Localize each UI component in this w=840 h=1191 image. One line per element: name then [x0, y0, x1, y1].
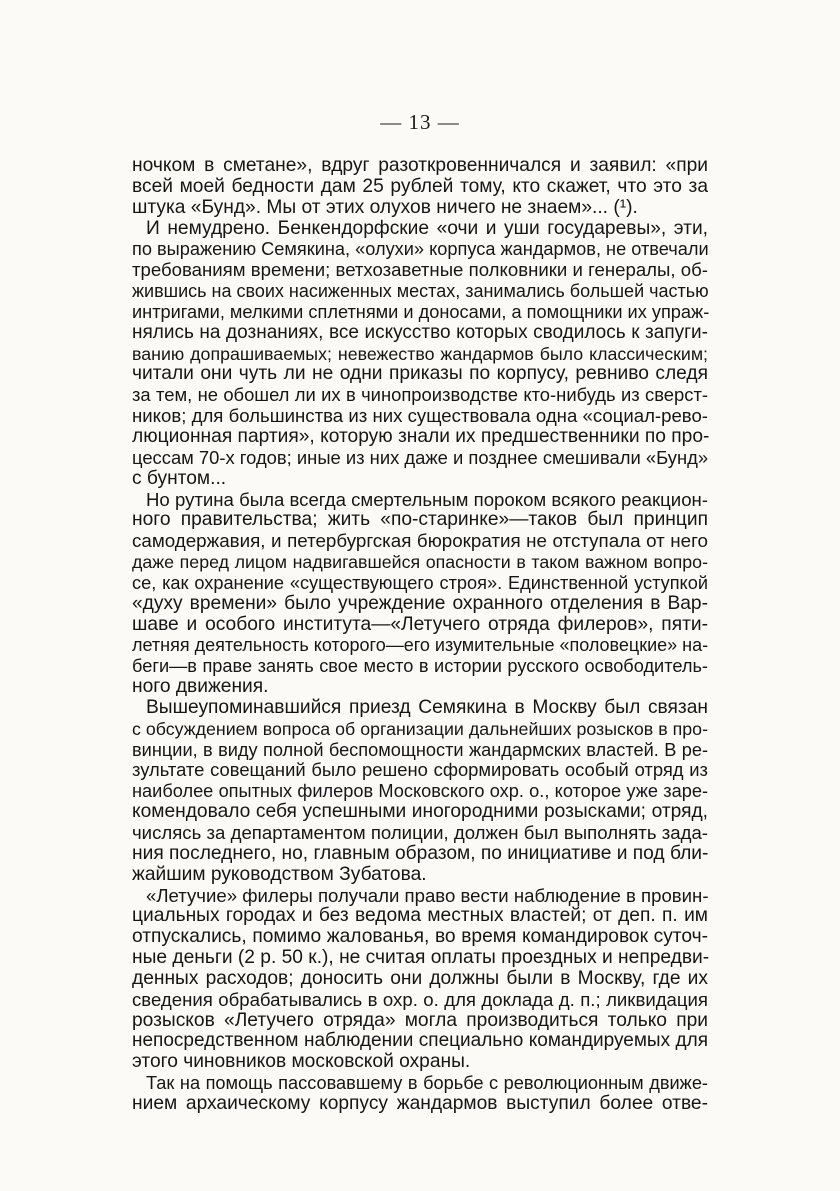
page-number: — 13 —	[380, 110, 460, 134]
text-line: жившись на своих насиженных местах, занимались большей частью	[132, 281, 709, 302]
text-line: с обсуждением вопроса об организации дальнейших розысков в про-	[132, 718, 708, 739]
text-line: ные деньги (2 р. 50 к.), не считая оплаты проездных и непредви-	[132, 947, 710, 969]
text-line: ночком в сметане», вдруг разоткровенничался и заявил: «при	[132, 155, 708, 176]
text-line: Так на помощь пассовавшему в борьбе с революционным движе-	[146, 1073, 708, 1094]
text-line: нием архаическому корпусу жандармов выступил более отве-	[132, 1092, 708, 1114]
text-line: зультате совещаний было решено сформировать особый отряд из	[132, 759, 708, 781]
text-line: се, как охранение «существующего строя». Единственной уступкой	[132, 572, 708, 593]
text-line: нялись на дознаниях, все искусство которых сводилось к запуги-	[132, 321, 708, 343]
text-line: требованиям времени; ветхозаветные полковники и генералы, об-	[132, 259, 708, 281]
text-line: ния последнего, но, главным образом, по инициативе и под бли-	[132, 842, 709, 864]
text-line: штука «Бунд». Мы от этих олухов ничего не знаем»... (¹).	[132, 196, 638, 218]
text-line: даже перед лицом надвигавшейся опасности в таком важном вопро-	[132, 552, 708, 573]
text-line: жайшим руководством Зубатова.	[132, 863, 427, 885]
text-line: всей моей бедности дам 25 рублей тому, кто скажет, что это за	[132, 175, 708, 197]
text-line: читали они чуть ли не одни приказы по корпусу, ревниво следя	[132, 363, 708, 385]
text-line: люционная партия», которую знали их предшественники по про-	[132, 425, 710, 447]
text-line: шаве и особого института—«Летучего отряда филеров», пяти-	[132, 613, 708, 635]
text-line: по выражению Семякина, «олухи» корпуса жандармов, не отвечали	[132, 239, 709, 260]
text-line: циальных городах и без ведома местных властей; от деп. п. им	[132, 905, 708, 927]
text-line: денных расходов; доносить они должны были в Москву, где их	[132, 967, 708, 989]
text-line: комендовало себя успешными иногородними розысками; отряд,	[132, 801, 708, 823]
text-line: «духу времени» было учреждение охранного отделения в Вар-	[132, 592, 708, 614]
text-line: числясь за департаментом полиции, должен был выполнять зада-	[132, 822, 708, 843]
text-line: за тем, не обошел ли их в чинопроизводстве кто-нибудь из сверст-	[132, 384, 708, 406]
text-line: самодержавия, и петербургская бюрократия не отступала от него	[132, 530, 708, 552]
text-line: Но рутина была всегда смертельным пороком всякого реакцион-	[146, 488, 708, 510]
text-line: этого чиновников московской охраны.	[132, 1051, 471, 1073]
text-line: ного правительства; жить «по-старинке»—таков был принцип	[132, 509, 708, 531]
text-line: отпускались, помимо жалованья, во время командировок суточ-	[132, 926, 708, 948]
text-line: ного движения.	[132, 676, 269, 698]
body-text	[132, 156, 708, 1115]
text-line: беги—в праве занять свое место в истории русского освободитель-	[132, 656, 708, 677]
text-line: летняя деятельность которого—его изумительные «половецкие» на-	[132, 635, 709, 656]
text-line: розысков «Летучего отряда» могла производиться только при	[132, 1009, 708, 1031]
text-line: с бунтом...	[132, 467, 227, 489]
text-line: непосредственном наблюдении специально командируемых для	[132, 1030, 708, 1052]
text-line: И немудрено. Бенкендорфские «очи и уши государевы», эти,	[146, 217, 708, 239]
text-line: Вышеупоминавшийся приезд Семякина в Москву был связан	[146, 696, 708, 718]
text-line: ников; для большинства из них существовала одна «социал-рево-	[132, 405, 708, 427]
text-line: интригами, мелкими сплетнями и доносами, а помощники их упраж-	[132, 301, 710, 322]
text-line: ванию допрашиваемых; невежество жандармов было классическим;	[132, 343, 708, 364]
text-line: цессам 70-х годов; иные из них даже и позднее смешивали «Бунд»	[132, 446, 709, 468]
text-line: наиболее опытных филеров Московского охр. о., которое уже заре-	[132, 781, 708, 802]
text-line: сведения обрабатывались в охр. о. для доклада д. п.; ликвидация	[132, 988, 708, 1010]
text-line: винции, в виду полной беспомощности жандармских властей. В ре-	[132, 739, 708, 760]
text-line: «Летучие» филеры получали право вести наблюдение в провин-	[146, 884, 709, 906]
